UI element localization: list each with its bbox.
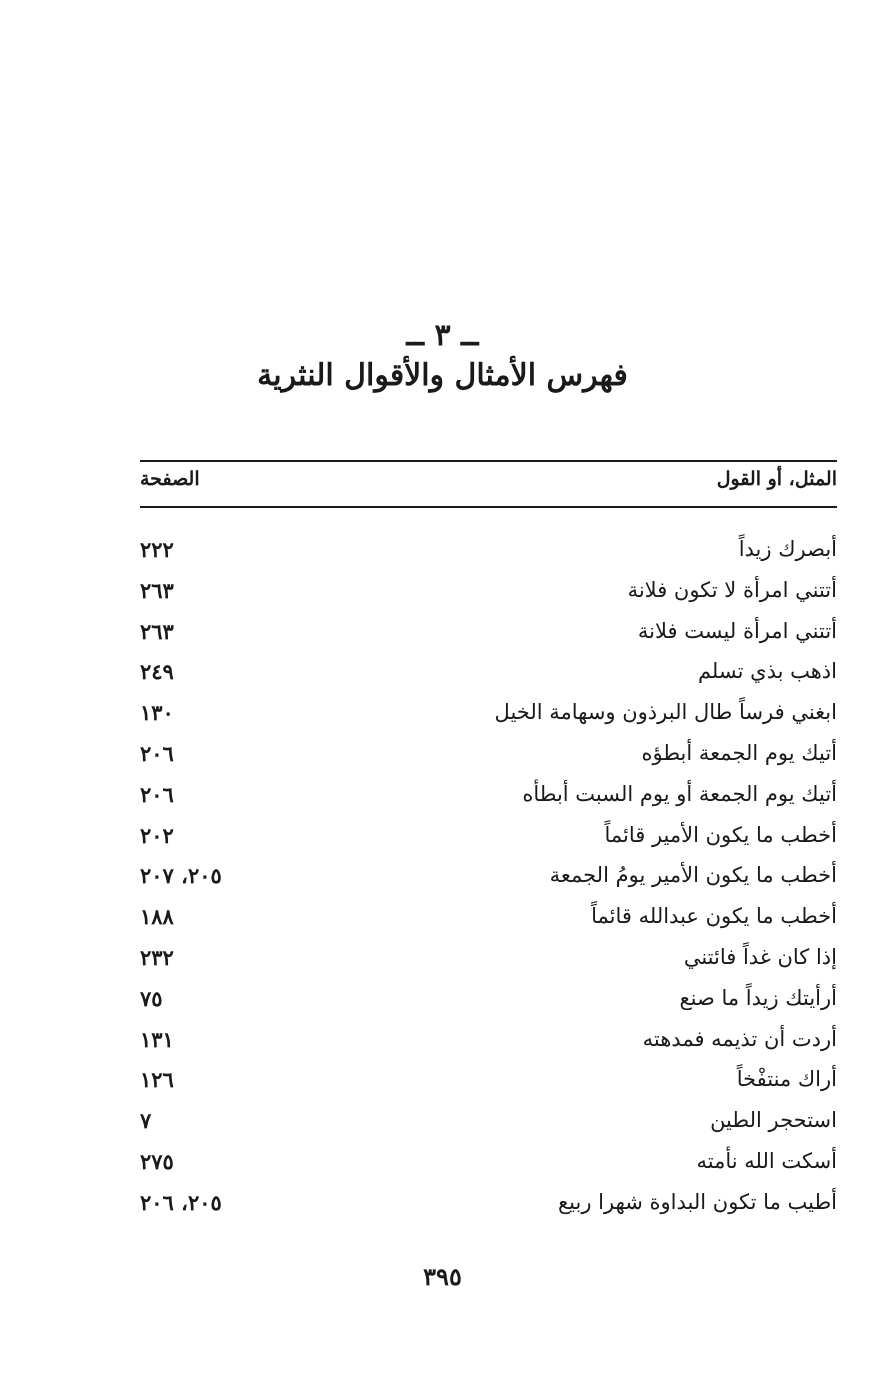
index-row — [140, 619, 837, 660]
index-row — [140, 1067, 837, 1108]
entry-pages: ٢٠٢ — [140, 822, 174, 848]
index-row — [140, 1149, 837, 1190]
entry-phrase: أسكت الله نأمته — [696, 1148, 837, 1173]
entry-pages: ٢٦٣ — [140, 618, 174, 644]
index-row — [140, 578, 837, 619]
index-row — [140, 1190, 837, 1231]
entry-phrase: إذا كان غداً فائتني — [683, 944, 837, 969]
index-row — [140, 904, 837, 945]
table-header-rule — [140, 506, 837, 508]
entry-pages: ٢٠٦ — [140, 781, 174, 807]
entry-phrase: اذهب بذي تسلم — [697, 659, 837, 684]
entry-pages: ٢٦٣ — [140, 577, 174, 603]
entry-pages: ٢٤٩ — [140, 659, 174, 685]
entry-pages: ١٣٠ — [140, 700, 174, 726]
entry-phrase: أرأيتك زيداً ما صنع — [679, 985, 837, 1010]
entry-pages: ٢٠٥، ٢٠٦ — [140, 1189, 222, 1215]
index-row — [140, 659, 837, 700]
index-row — [140, 782, 837, 823]
entry-pages: ١٢٦ — [140, 1067, 174, 1093]
entry-phrase: أتتني امرأة ليست فلانة — [637, 618, 837, 643]
entry-pages: ٧ — [140, 1108, 152, 1134]
entry-pages: ٢٢٢ — [140, 537, 174, 562]
entry-phrase: أخطب ما يكون عبدالله قائماً — [591, 904, 837, 929]
entry-phrase: أتيك يوم الجمعة أبطؤه — [641, 740, 837, 765]
entry-pages: ١٣١ — [140, 1026, 174, 1052]
entry-phrase: أطيب ما تكون البداوة شهرا ربيع — [557, 1189, 837, 1214]
entry-phrase: أخطب ما يكون الأمير يومُ الجمعة — [549, 863, 837, 888]
index-row — [140, 945, 837, 986]
entry-phrase: أتيك يوم الجمعة أو يوم السبت أبطأه — [522, 781, 837, 806]
index-row — [140, 741, 837, 782]
entry-pages: ١٨٨ — [140, 904, 174, 930]
entry-phrase: أبصرك زيداً — [738, 537, 837, 561]
index-row — [140, 700, 837, 741]
entry-pages: ٢٧٥ — [140, 1148, 174, 1174]
entry-phrase: استحجر الطين — [710, 1108, 837, 1133]
table-header — [140, 468, 837, 500]
entry-pages: ٢٠٦ — [140, 740, 174, 766]
entry-pages: ٢٣٢ — [140, 944, 174, 970]
entry-phrase: أراك منتفْخاً — [736, 1067, 837, 1092]
header-page: الصفحة — [140, 468, 200, 490]
header-phrase: المثل، أو القول — [716, 468, 837, 490]
index-row — [140, 1108, 837, 1149]
page-number: ٣٩٥ — [423, 1262, 462, 1291]
entry-phrase: أخطب ما يكون الأمير قائماً — [604, 822, 837, 847]
entry-phrase: ابغني فرساً طال البرذون وسهامة الخيل — [494, 700, 837, 725]
index-row — [140, 823, 837, 864]
section-number: ــ ٣ ــ — [406, 318, 479, 353]
index-row — [140, 537, 837, 578]
index-row — [140, 863, 837, 904]
index-row — [140, 986, 837, 1027]
entry-pages: ٧٥ — [140, 985, 163, 1011]
entry-phrase: أتتني امرأة لا تكون فلانة — [627, 577, 837, 602]
section-title: فهرس الأمثال والأقوال النثرية — [257, 358, 628, 393]
index-row — [140, 1027, 837, 1068]
entry-pages: ٢٠٥، ٢٠٧ — [140, 863, 222, 889]
entry-phrase: أردت أن تذيمه فمدهته — [642, 1026, 837, 1051]
index-entries — [140, 537, 837, 1231]
table-top-rule — [140, 460, 837, 462]
